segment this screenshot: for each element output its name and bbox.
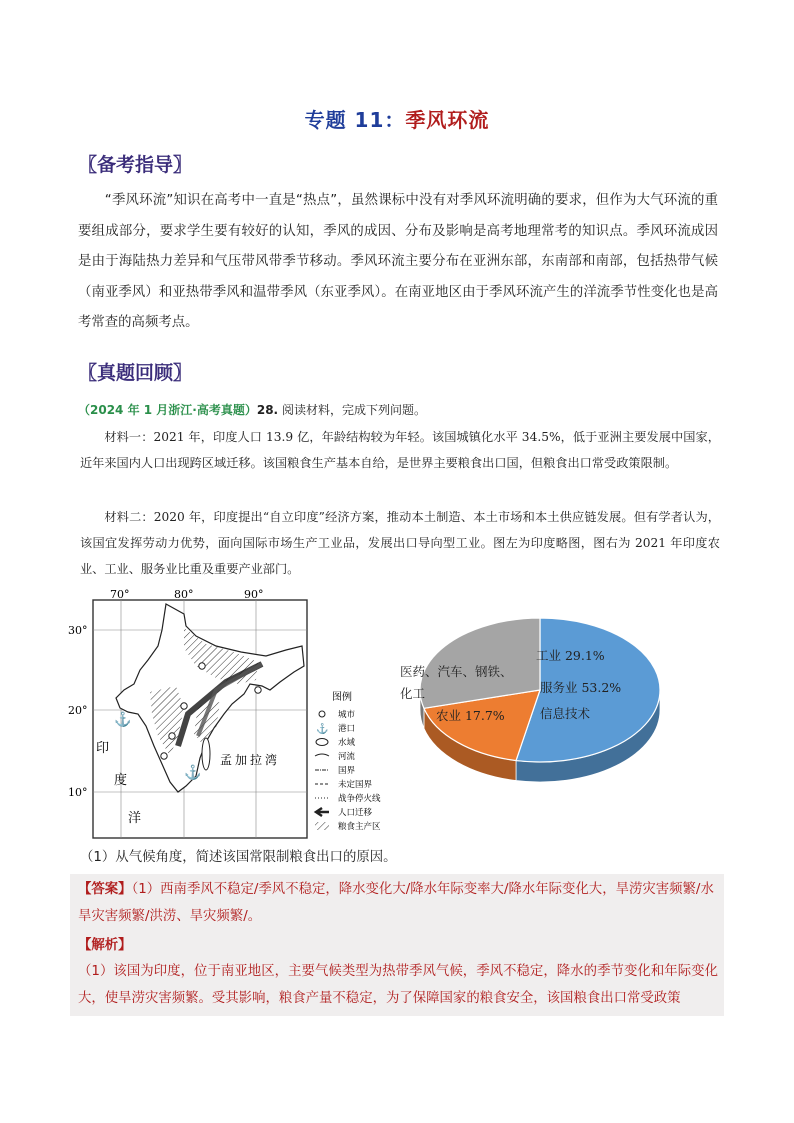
page-title: 专题 11：季风环流 [304,108,490,132]
city-marker [169,733,175,739]
answer-block [78,876,718,930]
map-legend [315,709,381,832]
material-two: 材料二：2020 年，印度提出“自立印度”经济方案，推动本土制造、本土市场和本土供应链发展。但有学者认为，该国宜发挥劳动力优势，面向国际市场生产工业品，发展出口导向型工业。图左为印度略图，图右为 2021 年印度农业、工业、服务业比重及重要产业部门。 [80,510,720,576]
material-one: 材料一：2021 年，印度人口 13.9 亿，年龄结构较为年轻。该国城镇化水平 34.5%，低于亚洲主要发展中国家，近年来国内人口出现跨区域迁移。该国粮食生产基本自给，是世界主要粮食出口国，但粮食出口常受政策限制。 [80,430,720,470]
slice-sub-service: 信息技术 [540,706,591,721]
intro-paragraph: “季风环流”知识在高考中一直是“热点”，虽然课标中没有对季风环流明确的要求，但作为大气环流的重要组成部分，要求学生要有较好的认知，季风的成因、分布及影响是高考地理常考的知识点。季风环流成因是由于海陆热力差异和气压带风带季节移动。季风环流主要分布在亚洲东部，东南部和南部，包括热带气候（南亚季风）和亚热带季风和温带季风（东亚季风）。在南亚地区由于季风环流产生的洋流季节性变化也是高考常查的高频考点。 [78,193,718,330]
india-map [66,586,396,842]
lat-label: 20° [68,704,88,717]
question-source: （2024 年 1 月浙江·高考真题） [78,403,257,417]
slice-sub-industry-2: 化工 [400,686,426,701]
port-anchor-icon: ⚓ [184,765,202,781]
lon-label: 70° [110,588,130,601]
bay-label: 孟加拉湾 [220,753,281,767]
lat-label: 10° [68,786,88,799]
industry-pie-chart [396,604,684,814]
city-marker [161,753,167,759]
legend-title: 图例 [332,692,352,703]
guide-heading: 〖备考指导〗 [78,154,193,176]
city-marker [255,687,261,693]
svg-text:国界: 国界 [338,766,356,776]
question-prompt: 阅读材料，完成下列问题。 [281,403,426,417]
answer-text: （1）西南季风不稳定/季风不稳定，降水变化大/降水年际变率大/降水年际变化大，旱涝灾害频繁/水旱灾害频繁/洪涝、旱灾频繁/。 [78,882,714,924]
analysis-text: （1）该国为印度，位于南亚地区，主要气候类型为热带季风气候，季风不稳定，降水的季节变化和年际变化大，使旱涝灾害频繁。受其影响，粮食产量不稳定，为了保障国家的粮食安全，该国粮食出口常受政策 [78,964,718,1006]
svg-text:战争停火线: 战争停火线 [338,794,381,804]
answer-tag: 【答案】 [78,882,132,897]
slice-label-industry: 工业 29.1% [536,648,605,663]
svg-text:水域: 水域 [338,738,356,748]
analysis-tag: 【解析】 [78,938,132,953]
svg-text:港口: 港口 [338,724,356,734]
slice-label-service: 服务业 53.2% [540,680,622,695]
svg-text:⚓: ⚓ [316,724,329,735]
lon-label: 90° [244,588,264,601]
question-number: 28. [256,403,279,417]
ocean-label: 度 [114,773,128,788]
port-anchor-icon: ⚓ [114,712,132,728]
svg-text:粮食主产区: 粮食主产区 [338,822,381,832]
ocean-label: 印 [96,741,110,756]
city-marker [181,703,187,709]
svg-text:未定国界: 未定国界 [338,780,373,790]
svg-text:河流: 河流 [338,752,356,762]
slice-sub-industry-1: 医药、汽车、钢铁、 [400,664,513,679]
sub-question: （1）从气候角度，简述该国常限制粮食出口的原因。 [80,850,397,865]
slice-label-agriculture: 农业 17.7% [436,708,505,723]
lon-label: 80° [174,588,194,601]
lat-label: 30° [68,624,88,637]
question-line [78,401,426,418]
svg-text:人口迁移: 人口迁移 [338,808,373,818]
review-heading: 〖真题回顾〗 [78,362,193,384]
svg-text:城市: 城市 [338,710,356,720]
city-marker [199,663,205,669]
ocean-label: 洋 [128,811,142,826]
